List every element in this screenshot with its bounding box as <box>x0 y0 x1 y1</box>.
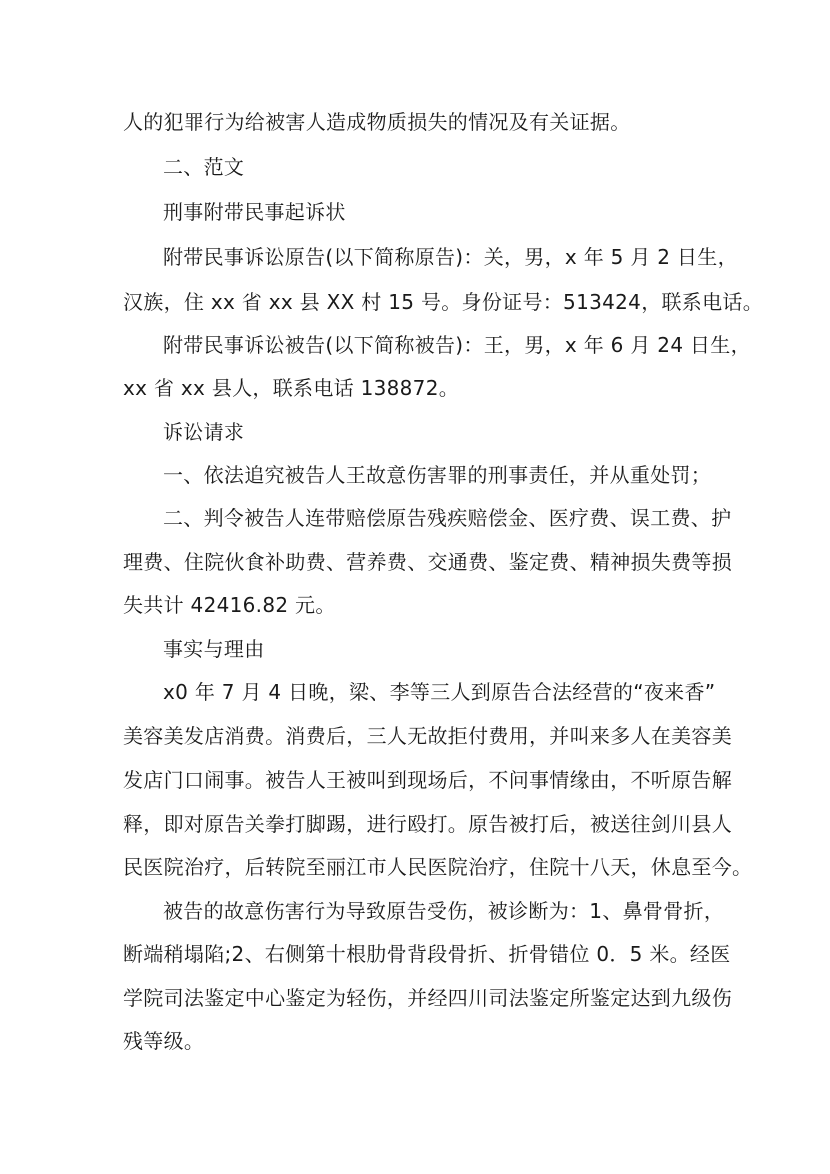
paragraph-line: 学院司法鉴定中心鉴定为轻伤，并经四川司法鉴定所鉴定达到九级伤 <box>123 986 732 1010</box>
section-heading: 诉讼请求 <box>163 420 245 444</box>
paragraph-line: 美容美发店消费。消费后，三人无故拒付费用，并叫来多人在美容美 <box>123 724 732 748</box>
paragraph-line: 二、判令被告人连带赔偿原告残疾赔偿金、医疗费、误工费、护 <box>163 506 732 530</box>
paragraph-line: 人的犯罪行为给被害人造成物质损失的情况及有关证据。 <box>123 110 631 134</box>
section-heading: 二、范文 <box>163 155 245 179</box>
paragraph-line: 残等级。 <box>123 1029 205 1053</box>
paragraph-line: 理费、住院伙食补助费、营养费、交通费、鉴定费、精神损失费等损 <box>123 550 732 574</box>
paragraph-line: 一、依法追究被告人王故意伤害罪的刑事责任，并从重处罚； <box>163 463 712 487</box>
paragraph-line: 失共计 42416.82 元。 <box>123 593 336 617</box>
paragraph-line: 断端稍塌陷;2、右侧第十根肋骨背段骨折、折骨错位 0．5 米。经医 <box>123 942 731 966</box>
document-title: 刑事附带民事起诉状 <box>163 200 346 224</box>
paragraph-line: 附带民事诉讼原告(以下简称原告)：关，男，x 年 5 月 2 日生， <box>163 245 738 269</box>
section-heading: 事实与理由 <box>163 637 265 661</box>
paragraph-line: xx 省 xx 县人，联系电话 138872。 <box>123 376 460 400</box>
paragraph-line: 释，即对原告关拳打脚踢，进行殴打。原告被打后，被送往剑川县人 <box>123 812 732 836</box>
paragraph-line: 附带民事诉讼被告(以下简称被告)：王，男，x 年 6 月 24 日生， <box>163 333 751 357</box>
paragraph-line: 汉族，住 xx 省 xx 县 XX 村 15 号。身份证号：513424，联系电话。 <box>123 290 764 314</box>
paragraph-line: 发店门口闹事。被告人王被叫到现场后，不问事情缘由，不听原告解 <box>123 768 732 792</box>
paragraph-line: 民医院治疗，后转院至丽江市人民医院治疗，住院十八天，休息至今。 <box>123 855 753 879</box>
paragraph-line: 被告的故意伤害行为导致原告受伤，被诊断为：1、鼻骨骨折， <box>163 899 725 923</box>
paragraph-line: x0 年 7 月 4 日晚，梁、李等三人到原告合法经营的“夜来香” <box>163 680 716 704</box>
